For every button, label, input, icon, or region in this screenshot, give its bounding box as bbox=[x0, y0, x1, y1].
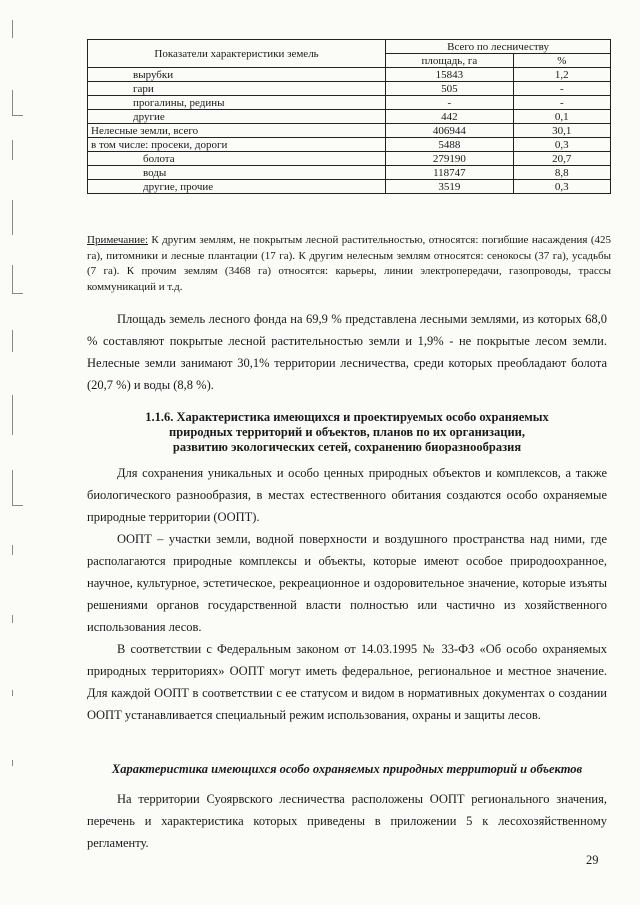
row-label: в том числе: просеки, дороги bbox=[88, 138, 386, 152]
row-area: 5488 bbox=[386, 138, 513, 152]
row-area: - bbox=[386, 96, 513, 110]
table-header-row bbox=[88, 40, 611, 54]
heading-line: 1.1.6. Характеристика имеющихся и проектируемых особо охраняемых bbox=[145, 410, 549, 424]
paragraph-text: Площадь земель лесного фонда на 69,9 % представлена лесными землями, из которых 68,0 % составляют покрытые лесной растительностью земли и 1,9% - не покрытые лесом земли. Нелесные земли занимают 30,1% территории лесничества, среди которых преобладают болота (20,7 %) и воды (8,8 %). bbox=[87, 312, 607, 392]
land-characteristics-table bbox=[87, 39, 611, 194]
table-row bbox=[88, 180, 611, 194]
header-percent: % bbox=[513, 54, 610, 68]
section-heading bbox=[87, 410, 607, 455]
note-text: К другим землям, не покрытым лесной растительностью, относятся: погибшие насаждения (425 га), питомники и лесные плантации (17 га). К другим нелесным землям относятся: сенокосы (37 га), усадьбы (7 га). К прочим землям (3468 га) относятся: карьеры, линии электропередачи, газопроводы, трассы коммуникаций и т.д. bbox=[87, 234, 611, 293]
row-label: гари bbox=[88, 82, 386, 96]
paragraph-suojarvi bbox=[87, 788, 607, 854]
row-label: прогалины, редины bbox=[88, 96, 386, 110]
row-percent: - bbox=[513, 82, 610, 96]
table-row bbox=[88, 152, 611, 166]
row-percent: - bbox=[513, 96, 610, 110]
note-label: Примечание: bbox=[87, 234, 149, 246]
row-area: 505 bbox=[386, 82, 513, 96]
row-label: воды bbox=[88, 166, 386, 180]
heading-line: природных территорий и объектов, планов по их организации, bbox=[169, 425, 525, 439]
row-label: Нелесные земли, всего bbox=[88, 124, 386, 138]
row-percent: 8,8 bbox=[513, 166, 610, 180]
row-percent: 1,2 bbox=[513, 68, 610, 82]
table-row bbox=[88, 166, 611, 180]
subsection-heading: Характеристика имеющихся особо охраняемых природных территорий и объектов bbox=[111, 762, 583, 776]
row-label: болота bbox=[88, 152, 386, 166]
header-area: площадь, га bbox=[386, 54, 513, 68]
header-indicators: Показатели характеристики земель bbox=[88, 40, 386, 68]
paragraph-text: В соответствии с Федеральным законом от 14.03.1995 № 33-ФЗ «Об особо охраняемых природных территориях» ООПТ могут иметь федеральное, региональное и местное значение. Для каждой ООПТ в соответствии с ее статусом и видом в нормативных документах о создании ООПТ устанавливается специальный режим использования, охраны и защиты лесов. bbox=[87, 642, 607, 722]
table-row bbox=[88, 96, 611, 110]
row-percent: 20,7 bbox=[513, 152, 610, 166]
row-label: вырубки bbox=[88, 68, 386, 82]
row-area: 279190 bbox=[386, 152, 513, 166]
row-area: 406944 bbox=[386, 124, 513, 138]
table-row bbox=[88, 110, 611, 124]
paragraph-text: На территории Суоярвского лесничества расположены ООПТ регионального значения, перечень и характеристика которых приведены в приложении 5 к лесохозяйственному регламенту. bbox=[87, 792, 607, 850]
row-percent: 30,1 bbox=[513, 124, 610, 138]
row-percent: 0,1 bbox=[513, 110, 610, 124]
header-forestry-total: Всего по лесничеству bbox=[386, 40, 611, 54]
row-percent: 0,3 bbox=[513, 138, 610, 152]
heading-line: развитию экологических сетей, сохранению биоразнообразия bbox=[172, 440, 522, 454]
paragraph-oopt-purpose bbox=[87, 462, 607, 528]
scan-margin-marks bbox=[0, 0, 40, 905]
table-row bbox=[88, 82, 611, 96]
table-row bbox=[88, 68, 611, 82]
paragraph-oopt-definition bbox=[87, 528, 607, 638]
paragraph-text: Для сохранения уникальных и особо ценных природных объектов и комплексов, а также биологического разнообразия, в местах естественного обитания создаются особо охраняемые природные территории (ООПТ). bbox=[87, 466, 607, 524]
row-area: 118747 bbox=[386, 166, 513, 180]
row-area: 3519 bbox=[386, 180, 513, 194]
paragraph-federal-law bbox=[87, 638, 607, 726]
row-label: другие, прочие bbox=[88, 180, 386, 194]
row-area: 442 bbox=[386, 110, 513, 124]
paragraph-text: ООПТ – участки земли, водной поверхности и воздушного пространства над ними, где располагаются природные комплексы и объекты, которые имеют особое природоохранное, научное, культурное, эстетическое, рекреационное и оздоровительное значение, которые изъяты решениями органов государственной власти полностью или частично из хозяйственного использования лесов. bbox=[87, 532, 607, 634]
table-row bbox=[88, 138, 611, 152]
paragraph-forest-area bbox=[87, 308, 607, 396]
row-label: другие bbox=[88, 110, 386, 124]
row-percent: 0,3 bbox=[513, 180, 610, 194]
page-number: 29 bbox=[586, 853, 599, 867]
table-note bbox=[87, 233, 611, 295]
table-row bbox=[88, 124, 611, 138]
row-area: 15843 bbox=[386, 68, 513, 82]
